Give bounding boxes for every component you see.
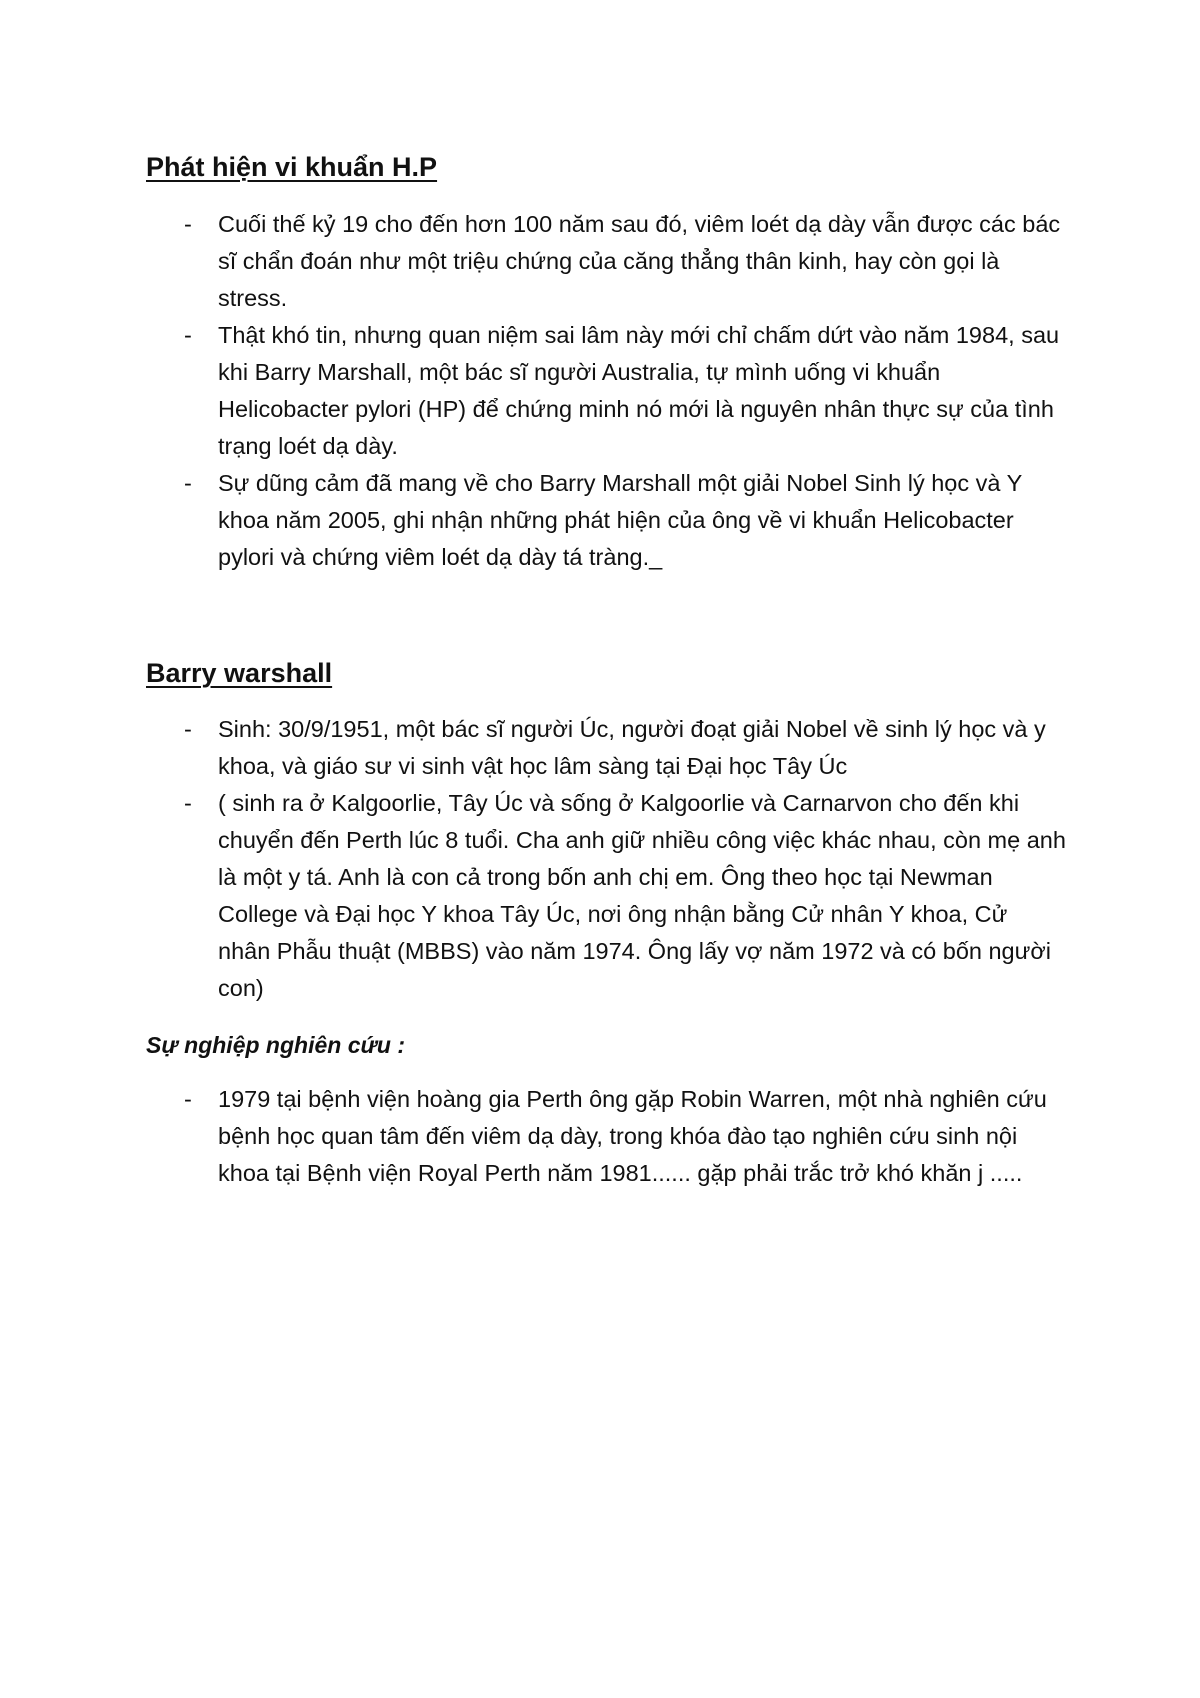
bullet-dash: - (184, 211, 192, 237)
hp-discovery-list (146, 206, 1066, 576)
section-heading-hp-discovery: Phát hiện vi khuẩn H.P (146, 152, 438, 182)
list-item (146, 317, 1066, 465)
list-item (146, 711, 1066, 785)
list-item (146, 1081, 1066, 1192)
bullet-dash: - (184, 1086, 192, 1112)
list-item-text: 1979 tại bệnh viện hoàng gia Perth ông gặp Robin Warren, một nhà nghiên cứu bệnh học quan tâm đến viêm dạ dày, trong khóa đào tạo nghiên cứu sinh nội khoa tại Bệnh viện Royal Perth năm 1981...... gặp phải trắc trở khó khăn j ..... (218, 1086, 1047, 1186)
bullet-dash: - (184, 470, 192, 496)
list-item-text: Sinh: 30/9/1951, một bác sĩ người Úc, người đoạt giải Nobel về sinh lý học và y khoa, và giáo sư vi sinh vật học lâm sàng tại Đại học Tây Úc (218, 716, 1046, 779)
list-item (146, 465, 1066, 576)
list-item-text: ( sinh ra ở Kalgoorlie, Tây Úc và sống ở Kalgoorlie và Carnarvon cho đến khi chuyển đến Perth lúc 8 tuổi. Cha anh giữ nhiều công việc khác nhau, còn mẹ anh là một y tá. Anh là con cả trong bốn anh chị em. Ông theo học tại Newman College và Đại học Y khoa Tây Úc, nơi ông nhận bằng Cử nhân Y khoa, Cử nhân Phẫu thuật (MBBS) vào năm 1974. Ông lấy vợ năm 1972 và có bốn người con) (218, 790, 1066, 1001)
list-item-text: Sự dũng cảm đã mang về cho Barry Marshall một giải Nobel Sinh lý học và Y khoa năm 2005, ghi nhận những phát hiện của ông về vi khuẩn Helicobacter pylori và chứng viêm loét dạ dày tá tràng._ (218, 470, 1022, 570)
research-career-subheading: Sự nghiệp nghiên cứu : (146, 1032, 405, 1058)
list-item (146, 785, 1066, 1007)
research-career-list (146, 1081, 1066, 1192)
bullet-dash: - (184, 716, 192, 742)
bullet-dash: - (184, 322, 192, 348)
list-item-text: Cuối thế kỷ 19 cho đến hơn 100 năm sau đó, viêm loét dạ dày vẫn được các bác sĩ chẩn đoán như một triệu chứng của căng thẳng thân kinh, hay còn gọi là stress. (218, 211, 1061, 311)
list-item-text: Thật khó tin, nhưng quan niệm sai lâm này mới chỉ chấm dứt vào năm 1984, sau khi Barry Marshall, một bác sĩ người Australia, tự mình uống vi khuẩn Helicobacter pylori (HP) để chứng minh nó mới là nguyên nhân thực sự của tình trạng loét dạ dày. (218, 322, 1060, 459)
list-item (146, 206, 1066, 317)
section-heading-barry: Barry warshall (146, 658, 333, 688)
bullet-dash: - (184, 790, 192, 816)
barry-bio-list (146, 711, 1066, 1007)
